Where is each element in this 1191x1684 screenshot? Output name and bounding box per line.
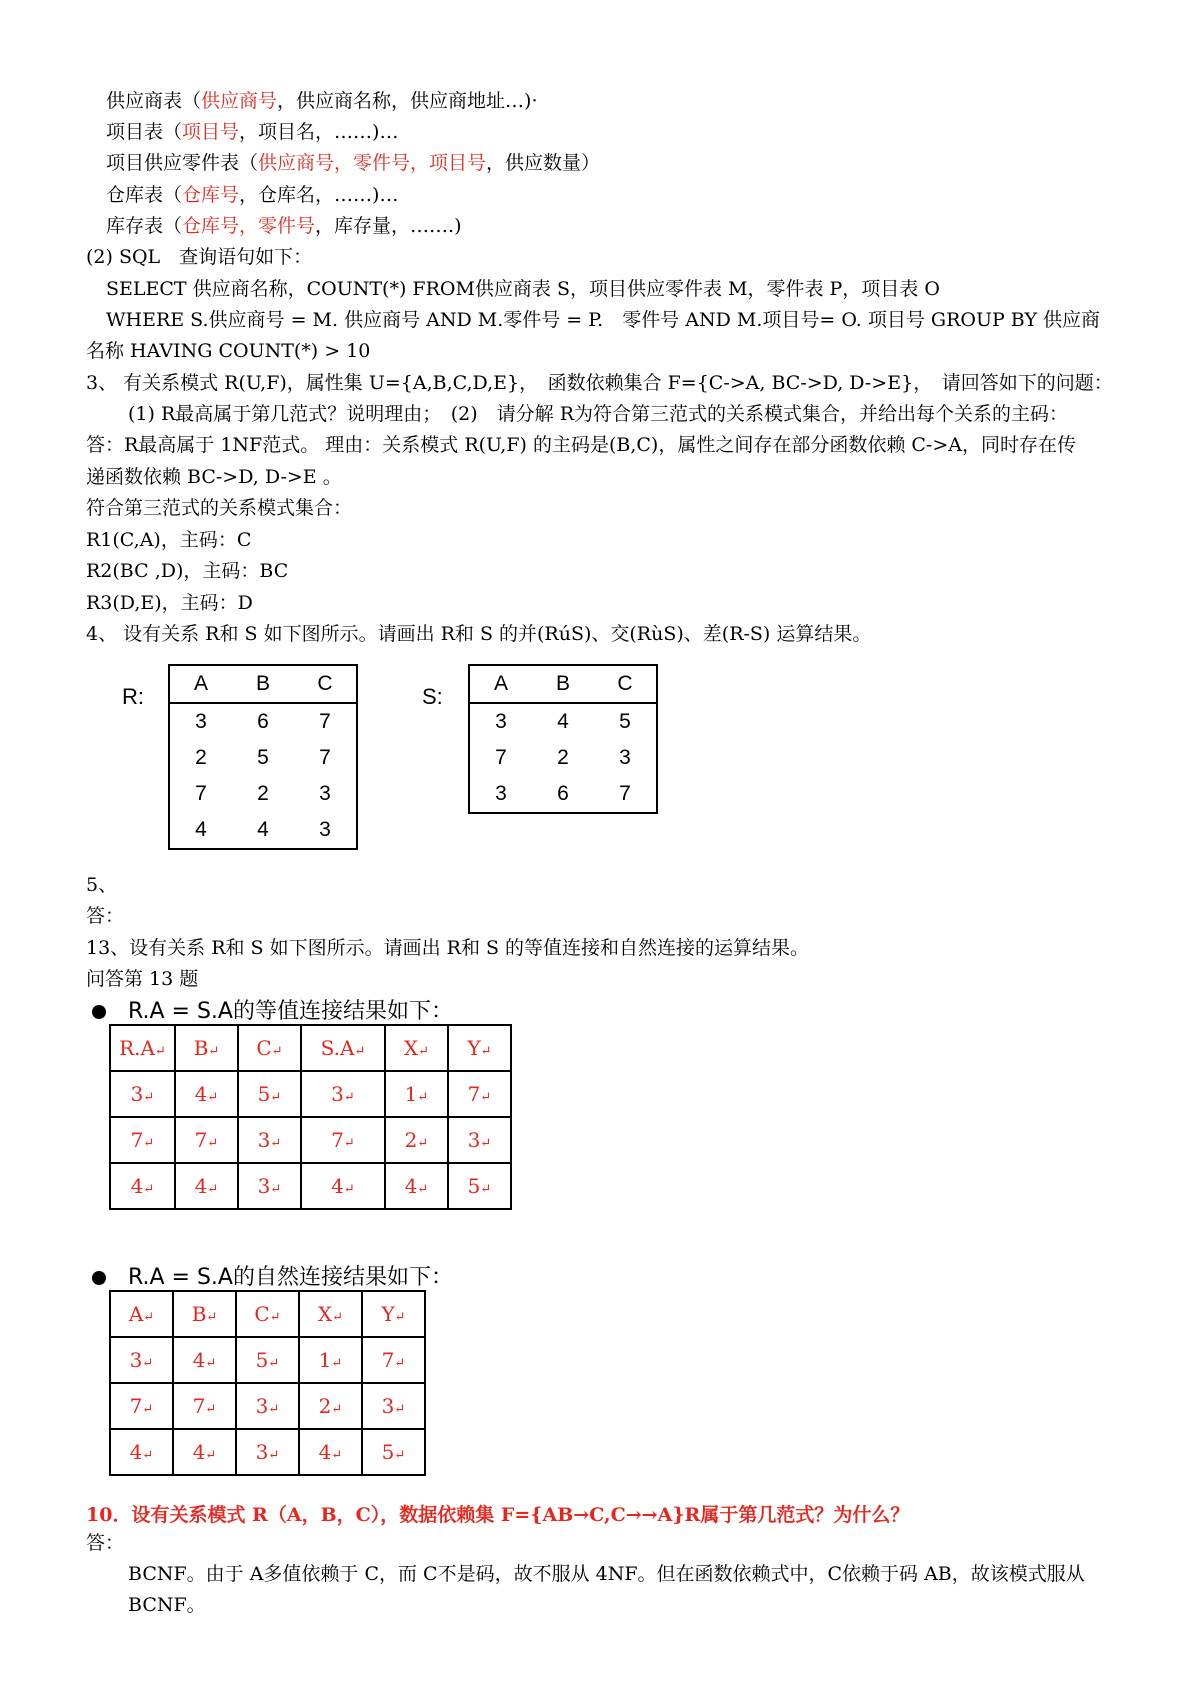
table-cell: 2 — [195, 746, 207, 769]
column-header: B↵ — [175, 1025, 238, 1071]
column-header: A — [193, 672, 208, 695]
table-cell: 3 — [319, 818, 331, 841]
table-row — [470, 740, 656, 776]
project-table-line: 项目表（项目号，项目名，……)… — [106, 121, 399, 143]
table-header-row — [110, 1291, 425, 1337]
natural-join-heading: R.A = S.A的自然连接结果如下： — [92, 1260, 453, 1291]
table-cell: 3↵ — [448, 1117, 511, 1163]
table-cell: 5↵ — [236, 1337, 299, 1383]
column-header: C↵ — [236, 1291, 299, 1337]
table-cell: 7↵ — [110, 1117, 175, 1163]
table-cell: 7 — [319, 746, 331, 769]
table-cell: 7 — [195, 782, 207, 805]
table-row — [110, 1429, 425, 1475]
answer-5: 答： — [86, 905, 125, 927]
table-cell: 3↵ — [236, 1383, 299, 1429]
table-s — [468, 664, 658, 814]
relation-r3: R3(D,E)，主码：D — [86, 592, 253, 614]
natural-join-table — [109, 1290, 426, 1476]
table-cell: 3 — [619, 746, 631, 769]
bullet-icon — [92, 1005, 106, 1019]
sql-heading: (2) SQL 查询语句如下： — [86, 246, 313, 268]
question-13: 13、设有关系 R和 S 如下图所示。请画出 R和 S 的等值连接和自然连接的运算结果。 — [86, 937, 810, 959]
question-13-title: 问答第 13 题 — [86, 968, 199, 990]
table-cell: 5 — [257, 746, 269, 769]
column-header: R.A↵ — [110, 1025, 175, 1071]
table-cell: 7↵ — [173, 1383, 236, 1429]
relation-r1: R1(C,A)，主码：C — [86, 529, 252, 551]
column-header: A↵ — [110, 1291, 173, 1337]
table-cell: 7↵ — [110, 1383, 173, 1429]
table-s-label: S: — [422, 684, 443, 709]
table-cell: 3↵ — [362, 1383, 425, 1429]
table-cell: 3↵ — [301, 1071, 385, 1117]
table-row — [110, 1383, 425, 1429]
answer-3-line-3: 符合第三范式的关系模式集合： — [86, 497, 353, 519]
table-cell: 3↵ — [110, 1337, 173, 1383]
table-header-row — [110, 1025, 511, 1071]
column-header: Y↵ — [362, 1291, 425, 1337]
column-header: C — [617, 672, 633, 695]
column-header: X↵ — [299, 1291, 362, 1337]
table-cell: 4↵ — [110, 1429, 173, 1475]
table-cell: 4↵ — [299, 1429, 362, 1475]
table-cell: 3↵ — [238, 1163, 301, 1209]
column-header: C — [317, 672, 333, 695]
question-10: 10．设有关系模式 R（A，B，C），数据依赖集 F={AB→C,C→→A}R属于第几范式？为什么？ — [86, 1504, 910, 1526]
table-row — [170, 740, 356, 776]
table-row — [170, 703, 356, 740]
table-r — [168, 664, 358, 850]
table-cell: 5↵ — [448, 1163, 511, 1209]
table-row — [110, 1337, 425, 1383]
answer-3-line-1: 答：R最高属于 1NF范式。 理由：关系模式 R(U,F) 的主码是(B,C)，属性之间存在部分函数依赖 C->A，同时存在传 — [86, 434, 1076, 456]
table-cell: 4↵ — [175, 1071, 238, 1117]
table-cell: 2 — [257, 782, 269, 805]
project-supply-part-line: 项目供应零件表（供应商号，零件号，项目号，供应数量） — [106, 152, 601, 174]
table-cell: 3 — [195, 710, 207, 733]
column-header: C↵ — [238, 1025, 301, 1071]
table-cell: 4↵ — [385, 1163, 448, 1209]
inventory-table-line: 库存表（仓库号，零件号，库存量，…….) — [106, 215, 462, 237]
question-5: 5、 — [86, 874, 118, 896]
table-cell: 1↵ — [299, 1337, 362, 1383]
relation-r2: R2(BC ,D)，主码：BC — [86, 560, 289, 582]
bullet-icon — [92, 1271, 106, 1285]
table-cell: 7↵ — [301, 1117, 385, 1163]
table-row — [170, 776, 356, 812]
table-row — [470, 776, 656, 812]
table-cell: 2↵ — [299, 1383, 362, 1429]
table-cell: 3↵ — [236, 1429, 299, 1475]
supplier-table-line: 供应商表（供应商号，供应商名称，供应商地址…)· — [106, 90, 538, 112]
table-cell: 4 — [257, 818, 269, 841]
column-header: B — [555, 672, 570, 695]
answer-10-line-1: BCNF。由于 A多值依赖于 C，而 C不是码，故不服从 4NF。但在函数依赖式中，C依赖于码 AB，故该模式服从 — [128, 1563, 1085, 1585]
table-row — [170, 812, 356, 848]
table-cell: 4 — [195, 818, 207, 841]
table-cell: 3 — [319, 782, 331, 805]
table-cell: 6 — [557, 782, 569, 805]
table-cell: 7↵ — [175, 1117, 238, 1163]
table-cell: 5 — [619, 710, 631, 733]
table-cell: 5↵ — [362, 1429, 425, 1475]
table-cell: 5↵ — [238, 1071, 301, 1117]
table-cell: 2↵ — [385, 1117, 448, 1163]
table-cell: 2 — [557, 746, 569, 769]
table-cell: 6 — [257, 710, 269, 733]
table-row — [470, 703, 656, 740]
warehouse-table-line: 仓库表（仓库号，仓库名，……)… — [106, 184, 399, 206]
answer-3-line-2: 递函数依赖 BC->D, D->E 。 — [86, 466, 342, 488]
table-cell: 4↵ — [301, 1163, 385, 1209]
table-cell: 4↵ — [110, 1163, 175, 1209]
table-cell: 7 — [319, 710, 331, 733]
column-header: S.A↵ — [301, 1025, 385, 1071]
question-4: 4、 设有关系 R和 S 如下图所示。请画出 R和 S 的并(RúS)、交(RùS)、差(R-S) 运算结果。 — [86, 623, 872, 645]
table-row — [110, 1163, 511, 1209]
question-3: 3、 有关系模式 R(U,F)，属性集 U={A,B,C,D,E}， 函数依赖集合 F={C->A, BC->D, D->E}， 请回答如下的问题： — [86, 372, 1113, 394]
table-cell: 4 — [557, 710, 569, 733]
table-cell: 3 — [495, 782, 507, 805]
column-header: B↵ — [173, 1291, 236, 1337]
table-row — [110, 1071, 511, 1117]
column-header: B — [255, 672, 270, 695]
table-cell: 3↵ — [110, 1071, 175, 1117]
table-header-row — [170, 666, 356, 703]
column-header: A — [493, 672, 508, 695]
answer-10-label: 答： — [86, 1532, 125, 1554]
table-header-row — [470, 666, 656, 703]
table-cell: 7↵ — [448, 1071, 511, 1117]
column-header: Y↵ — [448, 1025, 511, 1071]
answer-10-line-2: BCNF。 — [128, 1594, 206, 1616]
sql-line-2: WHERE S.供应商号 = M. 供应商号 AND M.零件号 = P. 零件号 AND M.项目号= O. 项目号 GROUP BY 供应商 — [106, 309, 1101, 331]
table-cell: 1↵ — [385, 1071, 448, 1117]
sql-line-1: SELECT 供应商名称，COUNT(*) FROM供应商表 S，项目供应零件表 M，零件表 P，项目表 O — [106, 278, 940, 300]
table-cell: 4↵ — [173, 1337, 236, 1383]
table-r-label: R: — [122, 684, 144, 709]
table-cell: 3 — [495, 710, 507, 733]
table-cell: 3↵ — [238, 1117, 301, 1163]
question-3-sub: (1) R最高属于第几范式？说明理由； (2) 请分解 R为符合第三范式的关系模式集合，并给出每个关系的主码： — [128, 403, 1069, 425]
table-cell: 4↵ — [175, 1163, 238, 1209]
table-cell: 4↵ — [173, 1429, 236, 1475]
table-cell: 7 — [619, 782, 631, 805]
table-cell: 7 — [495, 746, 507, 769]
equi-join-heading: R.A = S.A的等值连接结果如下： — [92, 994, 453, 1025]
table-cell: 7↵ — [362, 1337, 425, 1383]
column-header: X↵ — [385, 1025, 448, 1071]
equi-join-table — [109, 1024, 512, 1210]
table-row — [110, 1117, 511, 1163]
sql-line-3: 名称 HAVING COUNT(*) > 10 — [86, 340, 371, 362]
